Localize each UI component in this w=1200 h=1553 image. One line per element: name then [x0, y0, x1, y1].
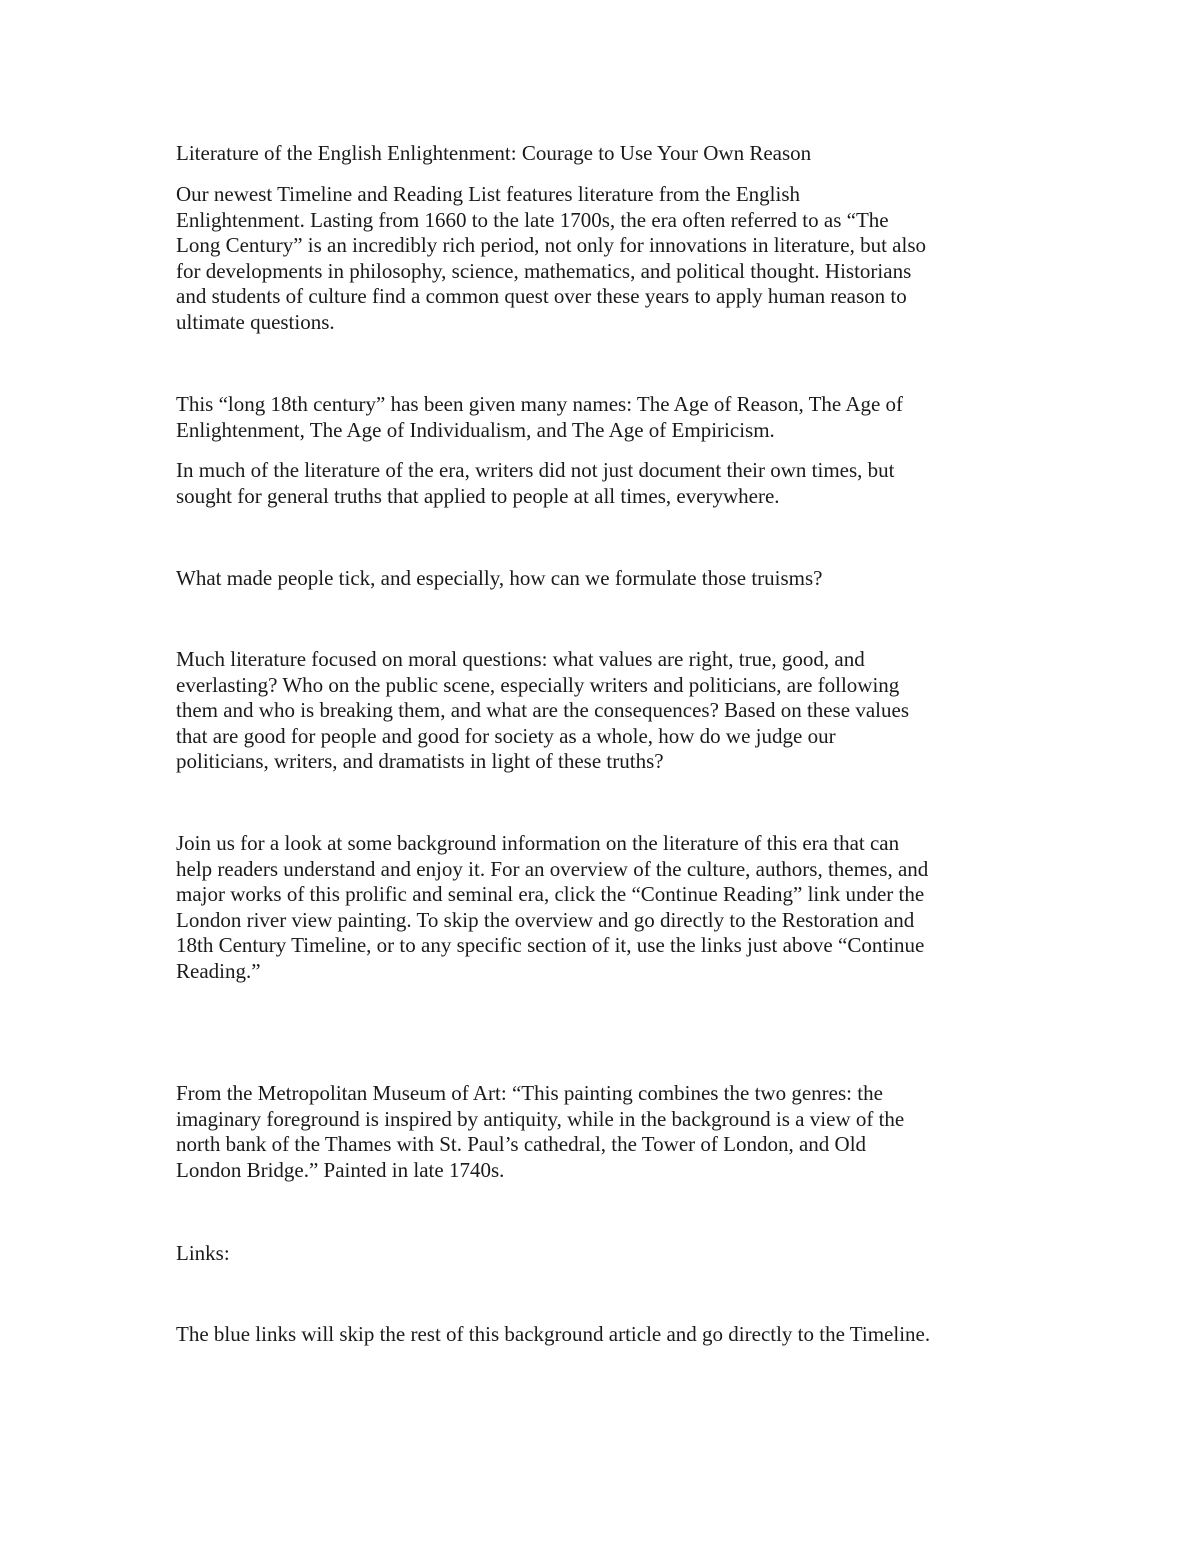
text-line: Our newest Timeline and Reading List features literature from the English	[176, 182, 801, 206]
blue-links-note	[176, 1322, 1036, 1348]
text-line: Links:	[176, 1241, 230, 1265]
text-line: and students of culture find a common quest over these years to apply human reason to	[176, 284, 907, 308]
text-line: north bank of the Thames with St. Paul’s cathedral, the Tower of London, and Old	[176, 1132, 867, 1156]
text-line: that are good for people and good for society as a whole, how do we judge our	[176, 723, 836, 748]
text-line: everlasting? Who on the public scene, especially writers and politicians, are following	[176, 672, 900, 697]
links-label	[176, 1241, 1036, 1267]
intro-paragraph	[176, 182, 1036, 335]
join-us-paragraph	[176, 831, 1036, 984]
moral-questions-paragraph	[176, 647, 1036, 775]
text-line: Enlightenment. Lasting from 1660 to the late 1700s, the era often referred to as “The	[176, 207, 889, 232]
text-line: London river view painting. To skip the overview and go directly to the Restoration and	[176, 907, 915, 932]
text-line: 18th Century Timeline, or to any specific section of it, use the links just above “Continue	[176, 933, 925, 957]
text-line: ultimate questions.	[176, 309, 335, 334]
text-line: Long Century” is an incredibly rich period, not only for innovations in literature, but also	[176, 233, 927, 257]
text-line: From the Metropolitan Museum of Art: “This painting combines the two genres: the	[176, 1081, 883, 1105]
text-line: Reading.”	[176, 958, 261, 983]
names-paragraph	[176, 392, 1036, 443]
text-line: London Bridge.” Painted in late 1740s.	[176, 1157, 505, 1182]
truths-paragraph	[176, 458, 1036, 509]
text-line: Join us for a look at some background information on the literature of this era that can	[176, 831, 900, 855]
text-line: for developments in philosophy, science, mathematics, and political thought. Historians	[176, 258, 912, 283]
text-line: The blue links will skip the rest of this background article and go directly to the Timeline.	[176, 1322, 931, 1346]
text-line: imaginary foreground is inspired by antiquity, while in the background is a view of the	[176, 1106, 905, 1131]
text-line: Much literature focused on moral questions: what values are right, true, good, and	[176, 647, 865, 671]
text-line: politicians, writers, and dramatists in light of these truths?	[176, 749, 664, 773]
text-line: major works of this prolific and seminal era, click the “Continue Reading” link under the	[176, 882, 925, 906]
text-line: In much of the literature of the era, writers did not just document their own times, but	[176, 458, 895, 482]
text-line: What made people tick, and especially, how can we formulate those truisms?	[176, 566, 823, 590]
title-line: Literature of the English Enlightenment: Courage to Use Your Own Reason	[176, 141, 812, 165]
text-line: This “long 18th century” has been given many names: The Age of Reason, The Age of	[176, 392, 904, 416]
text-line: help readers understand and enjoy it. For an overview of the culture, authors, themes, and	[176, 856, 929, 881]
text-line: sought for general truths that applied to people at all times, everywhere.	[176, 483, 780, 508]
document-title	[176, 141, 1036, 167]
tick-paragraph	[176, 566, 1036, 592]
met-museum-paragraph	[176, 1081, 1036, 1183]
text-line: Enlightenment, The Age of Individualism, and The Age of Empiricism.	[176, 417, 775, 442]
text-line: them and who is breaking them, and what are the consequences? Based on these values	[176, 698, 910, 722]
